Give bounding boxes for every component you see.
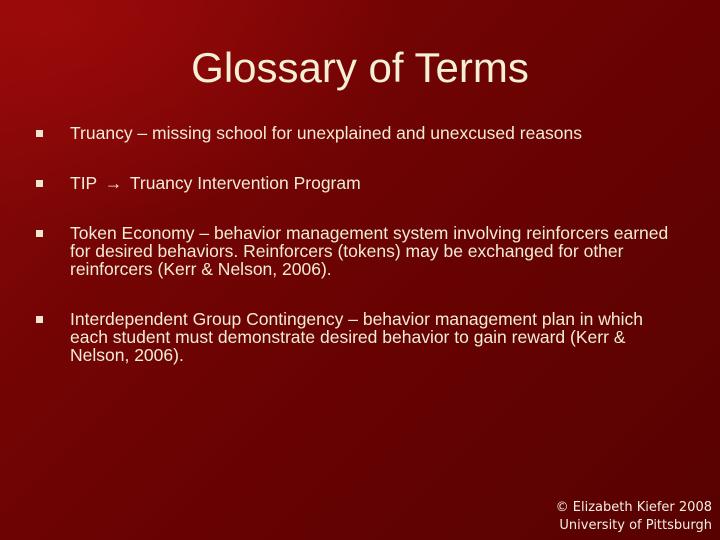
- copyright-line: © Elizabeth Kiefer 2008: [555, 500, 712, 515]
- glossary-item-group-contingency: [36, 310, 676, 364]
- square-bullet-icon: [36, 130, 43, 137]
- glossary-item-text: Token Economy – behavior management system involving reinforcers earned for desired behaviors. Reinforcers (tokens) may be exchanged for other reinforcers (Kerr & Nelson, 2006).: [70, 223, 669, 279]
- glossary-item-token-economy: [36, 224, 676, 278]
- institution-line: University of Pittsburgh: [559, 518, 712, 533]
- square-bullet-icon: [36, 316, 43, 323]
- glossary-item-prefix: TIP: [70, 173, 97, 193]
- right-arrow-icon: →: [104, 173, 123, 193]
- glossary-item-text: Truancy – missing school for unexplained and unexcused reasons: [70, 123, 583, 143]
- glossary-list: [36, 124, 676, 396]
- slide-footer: [556, 499, 712, 535]
- glossary-item-truancy: [36, 124, 676, 142]
- square-bullet-icon: [36, 180, 43, 187]
- glossary-item-suffix: Truancy Intervention Program: [129, 173, 361, 193]
- glossary-item-tip: [36, 174, 676, 192]
- square-bullet-icon: [36, 230, 43, 237]
- slide-title: Glossary of Terms: [191, 44, 529, 91]
- glossary-item-text: Interdependent Group Contingency – behavior management plan in which each student must demonstrate desired behavior to gain reward (Kerr & Nelson, 2006).: [70, 309, 644, 365]
